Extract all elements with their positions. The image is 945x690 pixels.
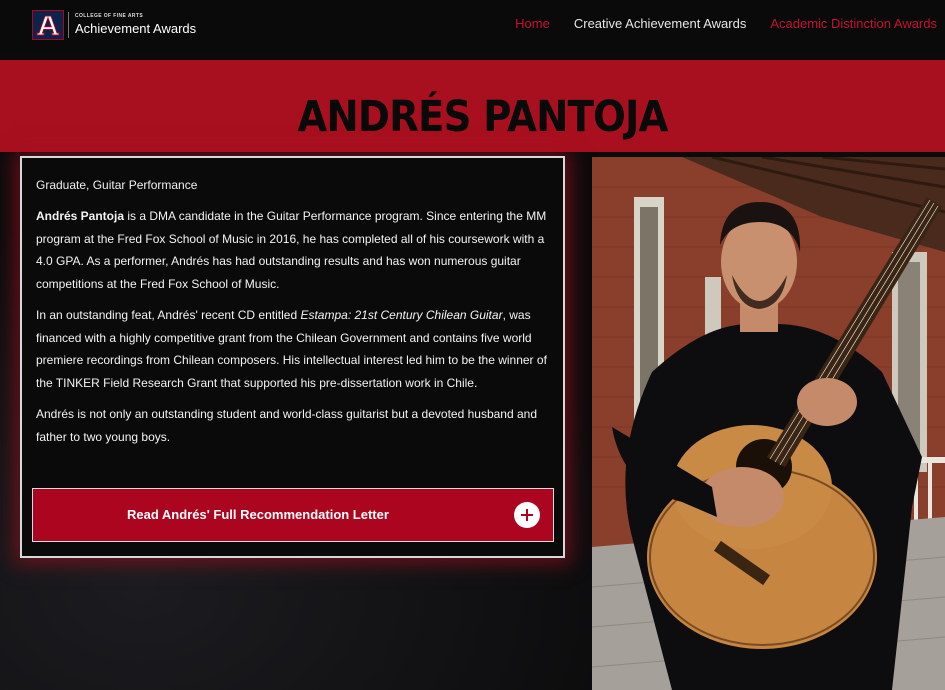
cd-title: Estampa: 21st Century Chilean Guitar <box>300 308 503 322</box>
bio-paragraph-2-start: In an outstanding feat, Andrés' recent CD entitled <box>36 308 301 322</box>
top-navigation-bar <box>0 0 945 50</box>
college-name: COLLEGE OF FINE ARTS <box>75 13 144 19</box>
bio-paragraph-2-text: , was financed with a highly competitive grant from the Chilean Government and contains five world premiere recordings from Chilean composers. His intellectual interest led him to be the winner of the TINKER Field Research Grant that supported his pre-dissertation work in Chile. <box>36 308 547 390</box>
plus-icon <box>519 507 535 523</box>
bio-paragraph-2 <box>36 304 551 394</box>
site-brand[interactable] <box>75 13 196 36</box>
program-subtitle: Graduate, Guitar Performance <box>36 178 198 192</box>
bio-paragraph-3: Andrés is not only an outstanding student and world-class guitarist but a devoted husband and father to two young boys. <box>36 407 537 444</box>
bio-paragraph-1 <box>36 205 551 295</box>
nav-creative-achievement-awards[interactable]: Creative Achievement Awards <box>573 16 747 31</box>
bio-name: Andrés Pantoja <box>36 209 125 223</box>
guitarist-photo-illustration <box>592 157 945 690</box>
university-logo[interactable] <box>32 10 64 40</box>
page-title: ANDRÉS PANTOJA <box>297 92 668 142</box>
nav-home[interactable]: Home <box>515 16 550 31</box>
portrait-photo <box>592 157 945 690</box>
main-nav <box>515 16 937 31</box>
bio-paragraph-1-text: is a DMA candidate in the Guitar Performance program. Since entering the MM program at the Fred Fox School of Music in 2016, he has completed all of his coursework with a 4.0 GPA. As a performer, Andrés has had outstanding results and has won numerous guitar competitions at the Fred Fox School of Music. <box>36 209 547 291</box>
recommendation-letter-label: Read Andrés' Full Recommendation Letter <box>127 507 389 522</box>
recommendation-letter-button[interactable] <box>32 488 554 542</box>
brand-divider <box>68 12 69 38</box>
nav-academic-distinction-awards[interactable]: Academic Distinction Awards <box>770 16 937 31</box>
bio-card <box>20 156 565 558</box>
block-a-logo-icon <box>35 13 61 37</box>
plus-circle-icon[interactable] <box>514 502 540 528</box>
site-title: Achievement Awards <box>75 21 197 36</box>
